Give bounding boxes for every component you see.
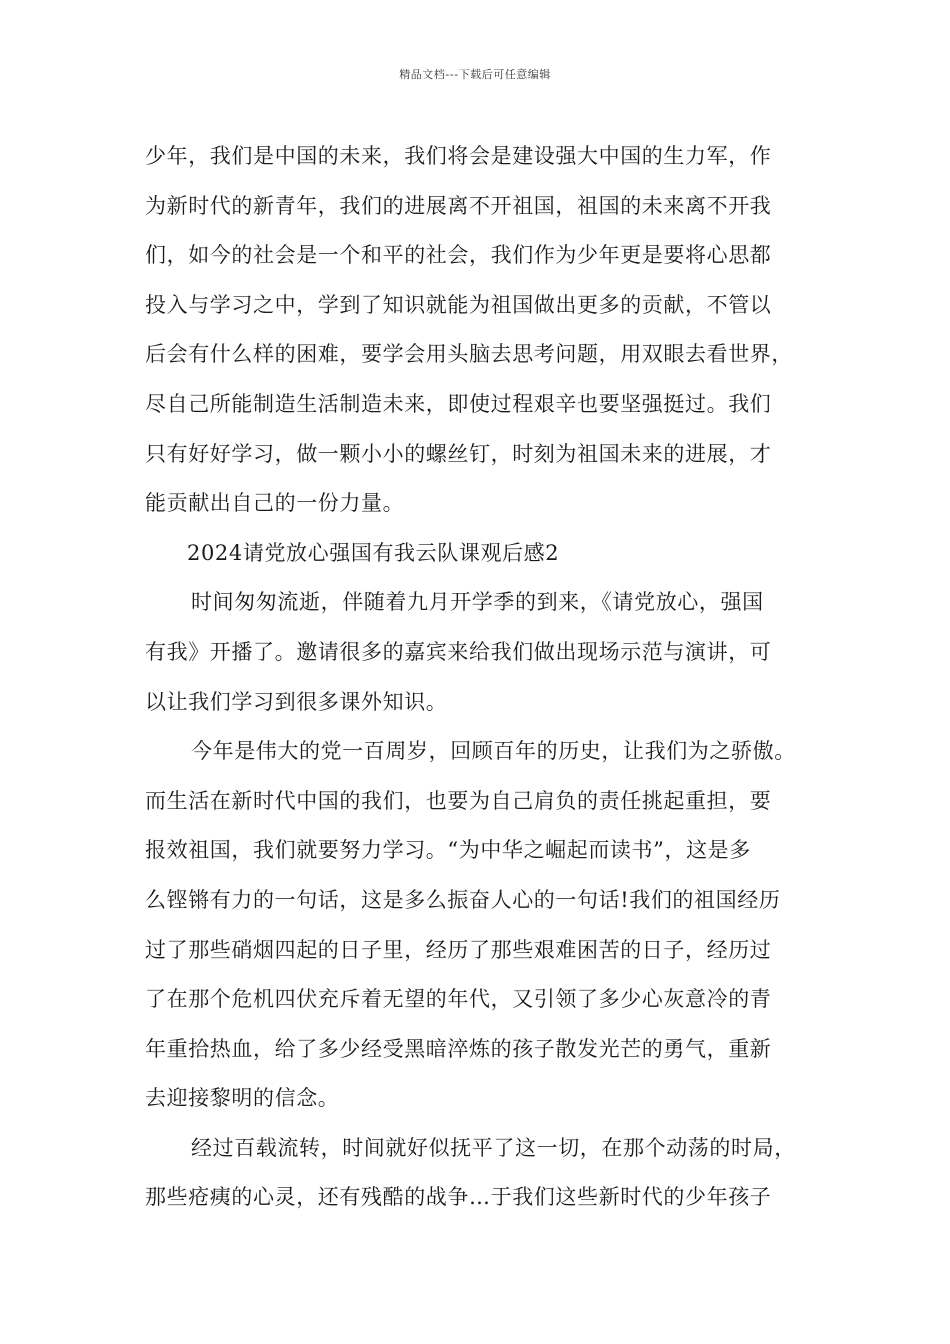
text-line: 经过百载流转，时间就好似抚平了这一切，在那个动荡的时局， xyxy=(191,1135,796,1160)
page-header-watermark: 精品文档---下载后可任意编辑 xyxy=(399,68,551,81)
text-line: 么铿锵有力的一句话，这是多么振奋人心的一句话!我们的祖国经历 xyxy=(145,887,781,912)
section-heading: 2024请党放心强国有我云队课观后感2 xyxy=(187,540,560,565)
text-line: 少年，我们是中国的未来，我们将会是建设强大中国的生力军，作 xyxy=(145,144,772,168)
text-line: 那些疮痍的心灵，还有残酷的战争…于我们这些新时代的少年孩子 xyxy=(145,1185,772,1210)
text-line: 报效祖国，我们就要努力学习。“为中华之崛起而读书”，这是多 xyxy=(145,838,751,863)
text-line: 能贡献出自己的一份力量。 xyxy=(145,491,405,516)
document-body xyxy=(145,132,835,1223)
text-line: 了在那个危机四伏充斥着无望的年代，又引领了多少心灰意冷的青 xyxy=(145,987,772,1012)
text-line: 有我》开播了。邀请很多的嘉宾来给我们做出现场示范与演讲，可 xyxy=(145,639,772,664)
text-line: 们，如今的社会是一个和平的社会，我们作为少年更是要将心思都 xyxy=(145,243,772,268)
text-line: 时间匆匆流逝，伴随着九月开学季的到来，《请党放心，强国 xyxy=(191,590,764,615)
text-line: 年重拾热血，给了多少经受黑暗淬炼的孩子散发光芒的勇气，重新 xyxy=(145,1036,772,1061)
text-line: 为新时代的新青年，我们的进展离不开祖国，祖国的未来离不开我 xyxy=(145,193,772,218)
text-line: 只有好好学习，做一颗小小的螺丝钉，时刻为祖国未来的进展，才 xyxy=(145,441,772,466)
text-line: 而生活在新时代中国的我们，也要为自己肩负的责任挑起重担，要 xyxy=(145,788,772,813)
text-line: 后会有什么样的困难，要学会用头脑去思考问题，用双眼去看世界， xyxy=(145,342,793,367)
text-line: 以让我们学习到很多课外知识。 xyxy=(145,689,448,714)
text-line: 过了那些硝烟四起的日子里，经历了那些艰难困苦的日子，经历过 xyxy=(145,937,772,962)
text-line: 投入与学习之中，学到了知识就能为祖国做出更多的贡献，不管以 xyxy=(145,292,772,317)
text-line: 今年是伟大的党一百周岁，回顾百年的历史，让我们为之骄傲。 xyxy=(191,739,796,764)
text-line: 尽自己所能制造生活制造未来，即使过程艰辛也要坚强挺过。我们 xyxy=(145,391,772,416)
text-line: 去迎接黎明的信念。 xyxy=(145,1086,340,1111)
